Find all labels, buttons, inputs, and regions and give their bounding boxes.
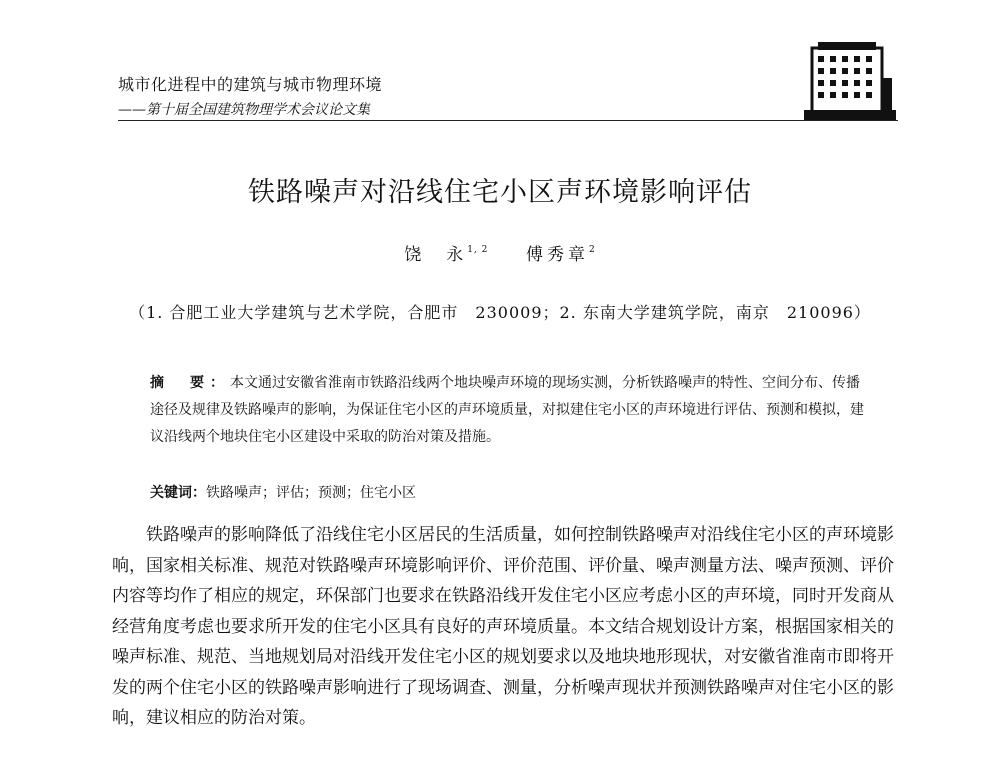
keywords-text: 铁路噪声；评估；预测；住宅小区 — [206, 485, 416, 501]
series-subtitle: ——第十届全国建筑物理学术会议论文集 — [118, 102, 370, 118]
keywords-label: 关键词： — [150, 485, 206, 501]
keywords — [150, 482, 870, 502]
abstract — [150, 370, 870, 451]
abstract-label: 摘 要： — [150, 375, 230, 391]
author-affiliation-mark: 2 — [589, 245, 596, 255]
authors — [0, 240, 1000, 265]
author-name: 傅秀章 — [526, 245, 590, 265]
body-paragraph: 铁路噪声的影响降低了沿线住宅小区居民的生活质量，如何控制铁路噪声对沿线住宅小区的声环境影响，国家相关标准、规范对铁路噪声环境影响评价、评价范围、评价量、噪声测量方法、噪声预测、评价内容等均作了相应的规定，环保部门也要求在铁路沿线开发住宅小区应考虑小区的声环境，同时开发商从经营角度考虑也要求所开发的住宅小区具有良好的声环境质量。本文结合规划设计方案，根据国家相关的噪声标准、规范、当地规划局对沿线开发住宅小区的规划要求以及地块地形现状，对安徽省淮南市即将开发的两个住宅小区的铁路噪声影响进行了现场调查、测量，分析噪声现状并预测铁路噪声对住宅小区的影响，建议相应的防治对策。 — [112, 525, 894, 728]
author-name: 饶 永 — [404, 245, 468, 265]
header-rule — [118, 120, 898, 121]
building-logo-icon — [804, 38, 896, 124]
abstract-text: 本文通过安徽省淮南市铁路沿线两个地块噪声环境的现场实测，分析铁路噪声的特性、空间分布、传播途径及规律及铁路噪声的影响，为保证住宅小区的声环境质量，对拟建住宅小区的声环境进行评估、预测和模拟，建议沿线两个地块住宅小区建设中采取的防治对策及措施。 — [150, 375, 864, 445]
running-header — [118, 72, 898, 119]
author-affiliation-mark: 1, 2 — [467, 245, 489, 255]
body-text — [112, 520, 894, 734]
paper-title: 铁路噪声对沿线住宅小区声环境影响评估 — [248, 177, 752, 208]
series-title: 城市化进程中的建筑与城市物理环境 — [118, 75, 383, 94]
affiliations: （1. 合肥工业大学建筑与艺术学院，合肥市 230009；2. 东南大学建筑学院，南京 210096） — [129, 303, 871, 322]
